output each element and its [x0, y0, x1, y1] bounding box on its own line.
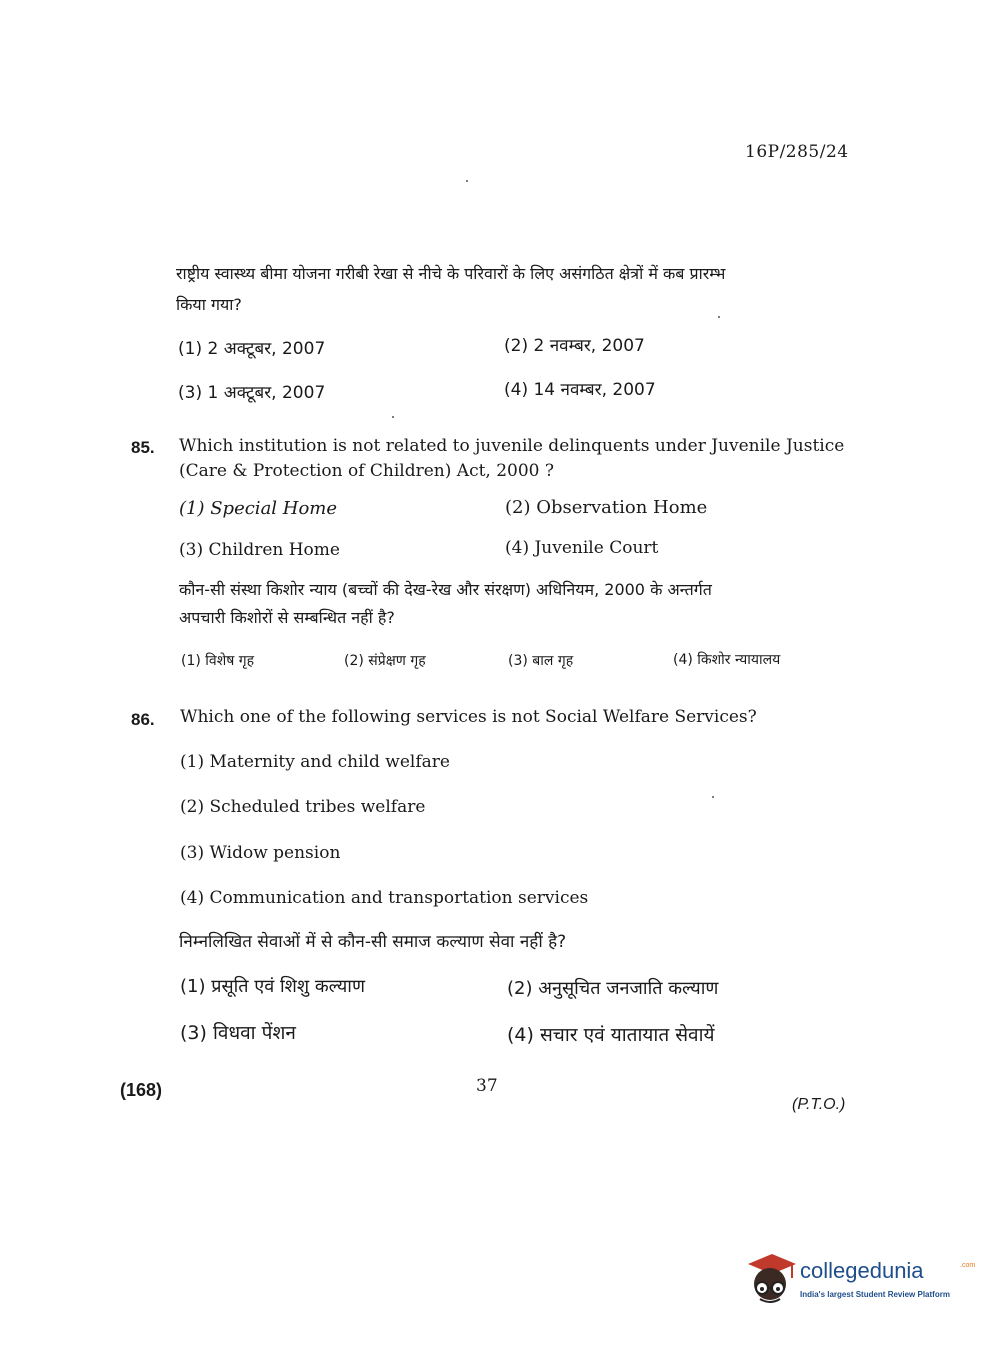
q85-option-en-1: (1) Special Home [179, 498, 338, 519]
q86-option-en-3: (3) Widow pension [180, 843, 341, 863]
q84-option-3: (3) 1 अक्टूबर, 2007 [178, 383, 326, 403]
q86-english-line: Which one of the following services is not Social Welfare Services? [180, 707, 757, 727]
q86-option-hi-4: (4) सचार एवं यातायात सेवायें [507, 1024, 715, 1046]
scan-speck [466, 180, 468, 182]
q85-english-line-2: (Care & Protection of Children) Act, 2000 ? [179, 461, 555, 481]
q86-option-hi-2: (2) अनुसूचित जनजाति कल्याण [507, 978, 719, 999]
q85-option-en-2: (2) Observation Home [505, 497, 708, 518]
q85-number: 85. [131, 438, 155, 457]
q84-option-1: (1) 2 अक्टूबर, 2007 [178, 339, 326, 359]
q86-option-hi-3: (3) विधवा पेंशन [180, 1022, 296, 1044]
q85-option-en-4: (4) Juvenile Court [505, 538, 659, 558]
q84-hindi-line-1: राष्ट्रीय स्वास्थ्य बीमा योजना गरीबी रेखा से नीचे के परिवारों के लिए असंगठित क्षेत्रों में कब प्रारम्भ [176, 264, 726, 283]
q86-option-hi-1: (1) प्रसूति एवं शिशु कल्याण [180, 976, 365, 997]
q84-option-4: (4) 14 नवम्बर, 2007 [504, 380, 656, 400]
q85-option-hi-4: (4) किशोर न्यायालय [673, 652, 781, 668]
brand-tagline: India's largest Student Review Platform [800, 1290, 950, 1299]
scan-speck [392, 416, 394, 418]
q85-english-line-1: Which institution is not related to juvenile delinquents under Juvenile Justice [179, 436, 845, 456]
q85-option-hi-1: (1) विशेष गृह [181, 653, 255, 669]
brand-suffix: .com [960, 1262, 976, 1269]
q84-hindi-line-2: किया गया? [176, 295, 242, 314]
q86-option-en-4: (4) Communication and transportation services [180, 888, 589, 908]
brand-name: collegedunia [800, 1258, 924, 1283]
q86-option-en-1: (1) Maternity and child welfare [180, 752, 450, 772]
collegedunia-watermark [742, 1252, 976, 1312]
q85-option-hi-2: (2) संप्रेक्षण गृह [344, 653, 426, 669]
scan-speck [712, 796, 714, 798]
q84-option-2: (2) 2 नवम्बर, 2007 [504, 336, 645, 356]
q86-hindi-line: निम्नलिखित सेवाओं में से कौन-सी समाज कल्याण सेवा नहीं है? [179, 932, 567, 952]
paper-code: 16P/285/24 [745, 142, 849, 162]
q86-option-en-2: (2) Scheduled tribes welfare [180, 797, 426, 817]
q85-option-en-3: (3) Children Home [179, 540, 340, 560]
booklet-number: (168) [120, 1080, 163, 1100]
q85-hindi-line-1: कौन-सी संस्था किशोर न्याय (बच्चों की देख-रेख और संरक्षण) अधिनियम, 2000 के अन्तर्गत [179, 580, 712, 599]
page-number: 37 [476, 1076, 498, 1096]
q85-hindi-line-2: अपचारी किशोरों से सम्बन्धित नहीं है? [179, 608, 395, 627]
q86-number: 86. [131, 710, 155, 729]
mascot-logo-icon [742, 1252, 798, 1308]
pto-label: (P.T.O.) [792, 1096, 846, 1113]
q85-option-hi-3: (3) बाल गृह [508, 653, 574, 669]
scan-speck [718, 316, 720, 318]
